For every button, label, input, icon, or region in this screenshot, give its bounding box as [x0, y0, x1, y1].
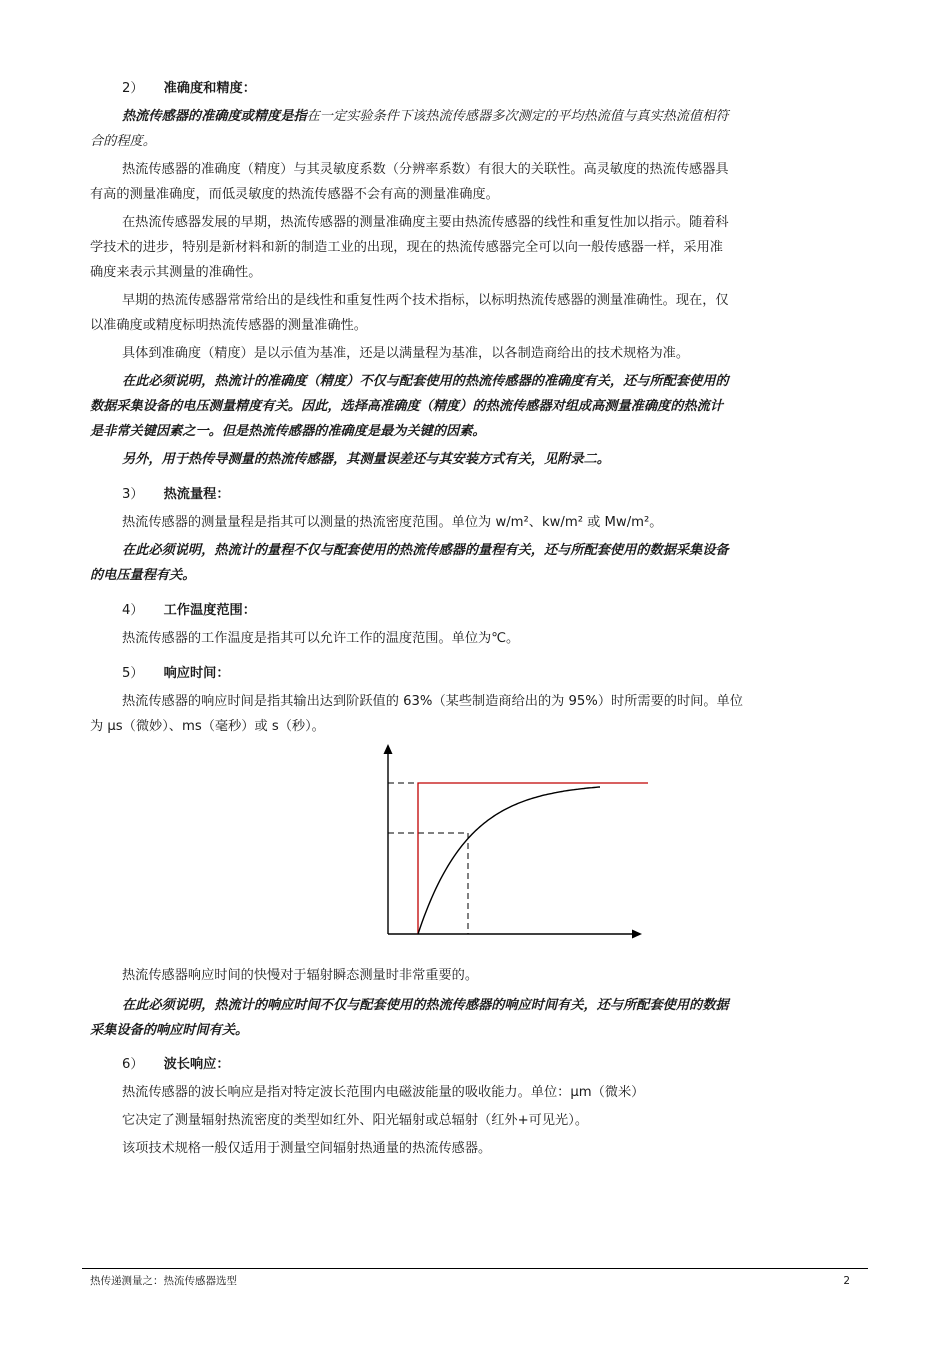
page-number: 2 [843, 1275, 850, 1287]
paragraph-text: 确度来表示其测量的准确性。 [90, 265, 262, 280]
x-axis-arrow-icon [632, 930, 642, 939]
paragraph-text: 有高的测量准确度，而低灵敏度的热流传感器不会有高的测量准确度。 [90, 187, 499, 202]
note-emphasis: 在此必须说明，热流计的准确度（精度）不仅与配套使用的热流传感器的准确度有关，还与所配套使用的 [122, 374, 729, 389]
paragraph-text: 为 μs（微妙）、ms（毫秒）或 s（秒）。 [90, 719, 325, 734]
response-curve [418, 787, 600, 934]
section-heading-wavelength: 6） 波长响应： [122, 1057, 230, 1072]
paragraph-text: 在热流传感器发展的早期，热流传感器的测量准确度主要由热流传感器的线性和重复性加以指示。随着科 [122, 215, 729, 230]
paragraph-text: 热流传感器的响应时间是指其输出达到阶跃值的 63%（某些制造商给出的为 95%）时所需要的时间。单位 [122, 694, 743, 709]
note-emphasis: 另外，用于热传导测量的热流传感器，其测量误差还与其安装方式有关，见附录二。 [122, 452, 610, 467]
paragraph-text: 热流传感器的波长响应是指对特定波长范围内电磁波能量的吸收能力。单位：μm（微米） [122, 1085, 645, 1100]
paragraph-text: 具体到准确度（精度）是以示值为基准，还是以满量程为基准，以各制造商给出的技术规格为准。 [122, 346, 690, 361]
section-heading-response-time: 5） 响应时间： [122, 666, 230, 681]
paragraph-text: 热流传感器响应时间的快慢对于辐射瞬态测量时非常重要的。 [122, 968, 479, 983]
section-heading-range: 3） 热流量程： [122, 487, 230, 502]
footer-title: 热传递测量之：热流传感器选型 [90, 1275, 237, 1287]
paragraph-definition-cont: 合的程度。 [90, 134, 156, 149]
paragraph-text: 热流传感器的工作温度是指其可以允许工作的温度范围。单位为℃。 [122, 631, 520, 646]
section-heading-accuracy: 2） 准确度和精度： [122, 81, 256, 96]
paragraph-text: 它决定了测量辐射热流密度的类型如红外、阳光辐射或总辐射（红外+可见光）。 [122, 1113, 589, 1128]
paragraph-text: 早期的热流传感器常常给出的是线性和重复性两个技术指标，以标明热流传感器的测量准确性。现在，仅 [122, 293, 729, 308]
y-axis-arrow-icon [384, 744, 393, 754]
paragraph-text: 热流传感器的准确度（精度）与其灵敏度系数（分辨率系数）有很大的关联性。高灵敏度的热流传感器具 [122, 162, 729, 177]
paragraph-definition: 热流传感器的准确度或精度是指在一定实验条件下该热流传感器多次测定的平均热流值与真实热流值相符 [122, 109, 729, 124]
paragraph-text: 热流传感器的测量量程是指其可以测量的热流密度范围。单位为 w/m²、kw/m² 或 Mw/m²。 [122, 515, 663, 530]
step-response-figure [370, 740, 660, 945]
note-emphasis: 数据采集设备的电压测量精度有关。因此，选择高准确度（精度）的热流传感器对组成高测量准确度的热流计 [90, 399, 723, 414]
paragraph-text: 该项技术规格一般仅适用于测量空间辐射热通量的热流传感器。 [122, 1141, 492, 1156]
paragraph-text: 学技术的进步，特别是新材料和新的制造工业的出现，现在的热流传感器完全可以向一般传感器一样，采用准 [90, 240, 723, 255]
section-heading-temperature: 4） 工作温度范围： [122, 603, 256, 618]
footer-rule [82, 1268, 868, 1269]
paragraph-text: 以准确度或精度标明热流传感器的测量准确性。 [90, 318, 367, 333]
note-emphasis: 是非常关键因素之一。但是热流传感器的准确度是最为关键的因素。 [90, 424, 486, 439]
note-emphasis: 的电压量程有关。 [90, 568, 196, 583]
note-emphasis: 在此必须说明，热流计的量程不仅与配套使用的热流传感器的量程有关，还与所配套使用的数据采集设备 [122, 543, 729, 558]
note-emphasis: 采集设备的响应时间有关。 [90, 1023, 249, 1038]
note-emphasis: 在此必须说明，热流计的响应时间不仅与配套使用的热流传感器的响应时间有关，还与所配套使用的数据 [122, 998, 729, 1013]
